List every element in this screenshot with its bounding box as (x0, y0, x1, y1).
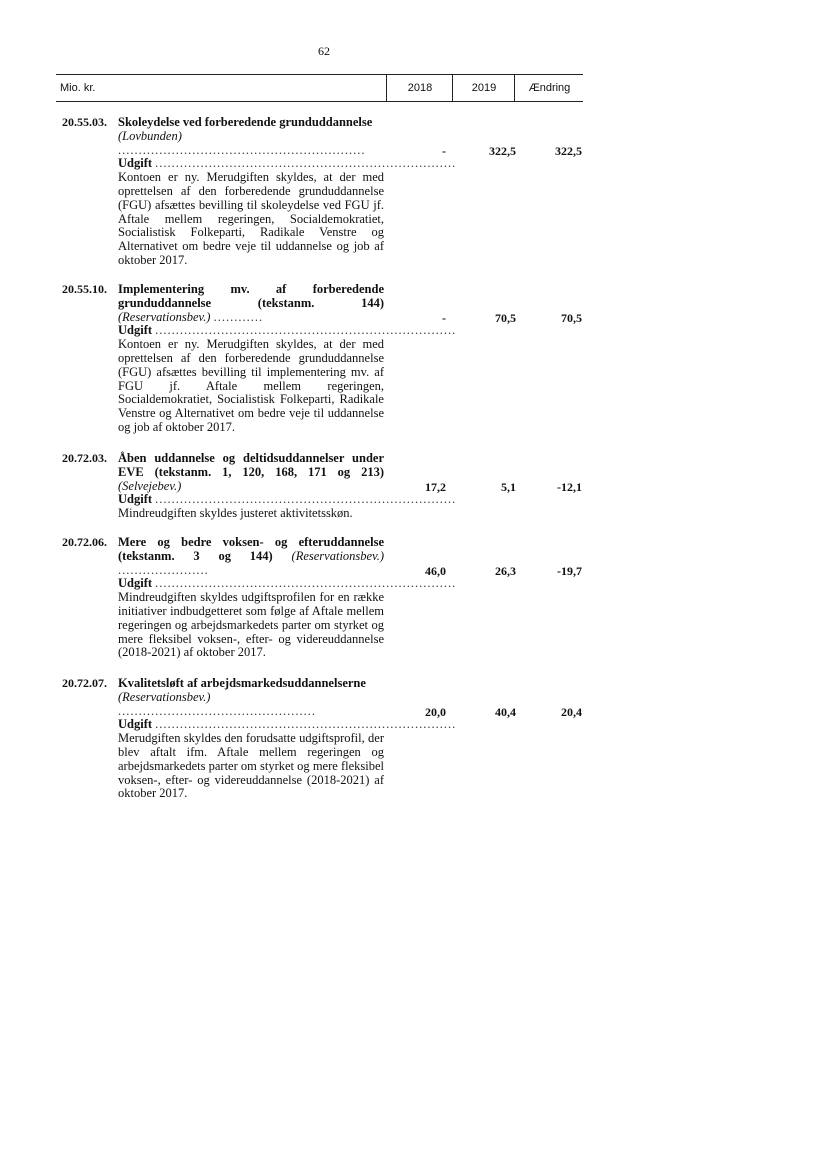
section-explanation: Kontoen er ny. Merudgiften skyldes, at der med oprettelsen af den forberedende grunduddannelse (FGU) afsættes bevilling til skoleydelse ved FGU jf. Aftale mellem regeringen, Socialdemokratiet, Socialistisk Folkeparti, Radikale Venstre og Alternativet om bedre veje til uddannelse og job af oktober 2017. (118, 170, 384, 267)
section-title: Kvalitetsløft af arbejdsmarkedsuddannelserne (118, 676, 366, 690)
value-2019: 26,3 (495, 564, 516, 578)
value-change: 322,5 (555, 144, 582, 158)
column-header-2018: 2018 (386, 75, 453, 101)
account-code: 20.72.06. (62, 535, 107, 549)
value-2019: 322,5 (489, 144, 516, 158)
value-2019: 5,1 (501, 480, 516, 494)
section-title: Åben uddannelse og deltidsuddannelser under EVE (tekstanm. 1, 120, 168, 171 og 213) (Selvejebev.) (118, 451, 384, 493)
section-note: (Selvejebev.) (118, 478, 182, 493)
section-title: Implementering mv. af forberedende grunduddannelse (tekstanm. 144) (Reservationsbev.) ............ (118, 282, 384, 324)
section-explanation: Kontoen er ny. Merudgiften skyldes, at der med oprettelsen af den forberedende grunduddannelse (FGU) afsættes bevilling til implementering mv. af FGU jf. Aftale mellem regeringen, Socialdemokratiet, Socialistisk Folkeparti, Radikale Venstre og Alternativet om bedre veje til uddannelse og job af oktober 2017. (118, 337, 384, 434)
value-2018: 20,0 (425, 705, 446, 719)
account-code: 20.55.03. (62, 115, 107, 129)
section-title: Skoleydelse ved forberedende grunduddannelse (118, 115, 373, 129)
column-header-change: Ændring (514, 75, 584, 101)
value-2018: - (442, 311, 446, 325)
account-code: 20.72.07. (62, 676, 107, 690)
column-header-2019: 2019 (452, 75, 515, 101)
table-header (56, 74, 583, 102)
section-explanation: Mindreudgiften skyldes udgiftsprofilen for en række initiativer indbudgetteret som følge af Aftale mellem regeringen og arbejdsmarkedets parter om styrket og mere fleksibel voksen-, efter- og videreuddannelse (2018-2021) af oktober 2017. (118, 590, 384, 660)
value-2018: - (442, 144, 446, 158)
account-code: 20.55.10. (62, 282, 107, 296)
udgift-label: Udgift ......................................................................... (118, 323, 457, 338)
value-change: -19,7 (557, 564, 582, 578)
value-change: 70,5 (561, 311, 582, 325)
value-2019: 70,5 (495, 311, 516, 325)
value-2018: 17,2 (425, 480, 446, 494)
unit-label: Mio. kr. (60, 82, 96, 94)
section-body (118, 282, 457, 435)
account-code: 20.72.03. (62, 451, 107, 465)
udgift-label: Udgift ......................................................................... (118, 576, 457, 591)
value-change: -12,1 (557, 480, 582, 494)
section-note: (Reservationsbev.) ................................................ (118, 689, 316, 718)
value-change: 20,4 (561, 705, 582, 719)
section-note: (Lovbunden) ............................................................ (118, 128, 366, 157)
section-title: Mere og bedre voksen- og efteruddannelse (tekstanm. 3 og 144) (Reservationsbev.) ...................... (118, 535, 384, 577)
value-2018: 46,0 (425, 564, 446, 578)
udgift-label: Udgift ......................................................................... (118, 492, 457, 507)
udgift-label: Udgift ......................................................................... (118, 156, 457, 171)
section-note: (Reservationsbev.) (118, 309, 211, 324)
page-number: 62 (318, 44, 330, 58)
section-body (118, 115, 457, 268)
value-2019: 40,4 (495, 705, 516, 719)
udgift-label: Udgift ......................................................................... (118, 717, 457, 732)
section-explanation: Mindreudgiften skyldes justeret aktivitetsskøn. (118, 506, 353, 521)
section-note: (Reservationsbev.) (291, 548, 384, 563)
section-explanation: Merudgiften skyldes den forudsatte udgiftsprofil, der blev aftalt ifm. Aftale mellem regeringen og arbejdsmarkedets parter om styrket og mere fleksibel voksen-, efter- og videreuddannelse (2018-2021) af oktober 2017. (118, 731, 384, 801)
